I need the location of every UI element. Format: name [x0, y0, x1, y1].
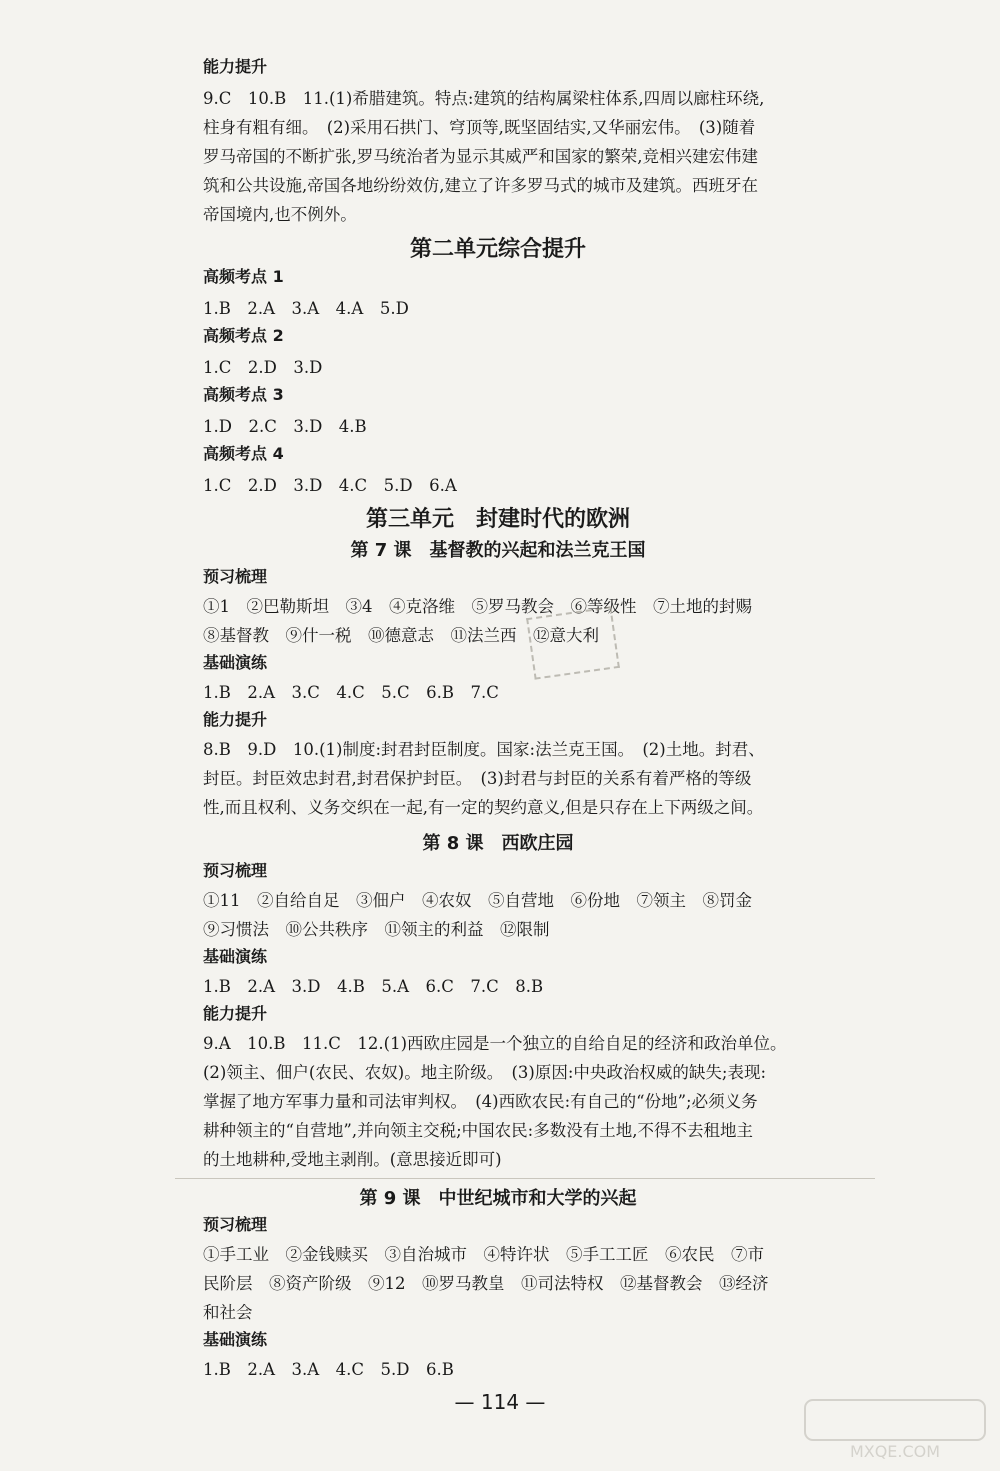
preview-heading: 预习梳理 — [203, 1215, 268, 1234]
preview-line: ①11 ②自给自足 ③佃户 ④农奴 ⑤自营地 ⑥份地 ⑦领主 ⑧罚金 — [203, 891, 752, 910]
answer-line: 9.C 10.B 11.(1)希腊建筑。特点:建筑的结构属梁柱体系,四周以廊柱环绕, — [203, 89, 765, 108]
ability-line: 性,而且权利、义务交织在一起,有一定的契约意义,但是只存在上下两级之间。 — [203, 798, 764, 817]
basic-heading: 基础演练 — [203, 947, 268, 966]
lesson9-title: 第 9 课 中世纪城市和大学的兴起 — [359, 1188, 637, 1209]
ability-heading: 能力提升 — [203, 1004, 268, 1023]
ability-line: 封臣。封臣效忠封君,封君保护封臣。 (3)封君与封臣的关系有着严格的等级 — [203, 769, 752, 788]
lesson8-title: 第 8 课 西欧庄园 — [422, 833, 574, 854]
section-heading: 能力提升 — [203, 57, 268, 76]
basic-answers: 1.B 2.A 3.D 4.B 5.A 6.C 7.C 8.B — [203, 977, 544, 996]
preview-line: ①1 ②巴勒斯坦 ③4 ④克洛维 ⑤罗马教会 ⑥等级性 ⑦土地的封赐 — [203, 597, 752, 616]
basic-heading: 基础演练 — [203, 653, 268, 672]
watermark-text: MXQE.COM — [849, 1442, 941, 1461]
basic-answers: 1.B 2.A 3.C 4.C 5.C 6.B 7.C — [203, 683, 499, 702]
answer-line: 筑和公共设施,帝国各地纷纷效仿,建立了许多罗马式的城市及建筑。西班牙在 — [203, 176, 758, 195]
ability-line: 8.B 9.D 10.(1)制度:封君封臣制度。国家:法兰克王国。 (2)土地。封君、 — [203, 740, 765, 759]
basic-heading: 基础演练 — [203, 1330, 268, 1349]
group-answers: 1.B 2.A 3.A 4.A 5.D — [203, 299, 409, 318]
ability-line: 的土地耕种,受地主剥削。(意思接近即可) — [203, 1150, 502, 1169]
watermark-logo — [800, 1395, 990, 1465]
lesson8-content — [203, 860, 793, 1174]
answer-line: 帝国境内,也不例外。 — [203, 205, 357, 224]
divider — [175, 1178, 875, 1179]
preview-heading: 预习梳理 — [203, 567, 268, 586]
preview-line: ⑨习惯法 ⑩公共秩序 ⑪领主的利益 ⑫限制 — [203, 920, 550, 939]
unit2-title: 第二单元综合提升 — [409, 237, 586, 262]
answer-line: 柱身有粗有细。 (2)采用石拱门、穹顶等,既坚固结实,又华丽宏伟。 (3)随着 — [203, 118, 756, 137]
group-answers: 1.C 2.D 3.D — [203, 358, 323, 377]
group-heading: 高频考点 3 — [203, 385, 284, 404]
group-heading: 高频考点 1 — [203, 267, 284, 286]
lesson7-title: 第 7 课 基督教的兴起和法兰克王国 — [350, 540, 646, 561]
ability-section-lesson6 — [203, 56, 793, 229]
unit3-title: 第三单元 封建时代的欧洲 — [365, 507, 630, 532]
preview-line: ⑧基督教 ⑨什一税 ⑩德意志 ⑪法兰西 ⑫意大利 — [203, 626, 599, 645]
answer-line: 罗马帝国的不断扩张,罗马统治者为显示其威严和国家的繁荣,竞相兴建宏伟建 — [203, 147, 758, 166]
group-heading: 高频考点 2 — [203, 326, 284, 345]
lesson7-content — [203, 566, 793, 822]
ability-heading: 能力提升 — [203, 710, 268, 729]
unit2-groups — [203, 266, 793, 500]
preview-line: ①手工业 ②金钱赎买 ③自治城市 ④特许状 ⑤手工工匠 ⑥农民 ⑦市 — [203, 1245, 764, 1264]
group-answers: 1.C 2.D 3.D 4.C 5.D 6.A — [203, 476, 457, 495]
preview-line: 民阶层 ⑧资产阶级 ⑨12 ⑩罗马教皇 ⑪司法特权 ⑫基督教会 ⑬经济 — [203, 1274, 769, 1293]
preview-heading: 预习梳理 — [203, 861, 268, 880]
ability-line: 9.A 10.B 11.C 12.(1)西欧庄园是一个独立的自给自足的经济和政治单位。 — [203, 1034, 787, 1053]
stamp-mark — [526, 606, 620, 679]
preview-line: 和社会 — [203, 1303, 253, 1322]
group-answers: 1.D 2.C 3.D 4.B — [203, 417, 367, 436]
ability-line: 掌握了地方军事力量和司法审判权。 (4)西欧农民:有自己的“份地”;必须义务 — [203, 1092, 758, 1111]
ability-line: 耕种领主的“自营地”,并向领主交税;中国农民:多数没有土地,不得不去租地主 — [203, 1121, 753, 1140]
basic-answers: 1.B 2.A 3.A 4.C 5.D 6.B — [203, 1360, 454, 1379]
ability-line: (2)领主、佃户(农民、农奴)。地主阶级。 (3)原因:中央政治权威的缺失;表现: — [203, 1063, 767, 1082]
group-heading: 高频考点 4 — [203, 444, 284, 463]
page-number: — 114 — — [454, 1390, 546, 1414]
lesson9-content — [203, 1214, 793, 1384]
